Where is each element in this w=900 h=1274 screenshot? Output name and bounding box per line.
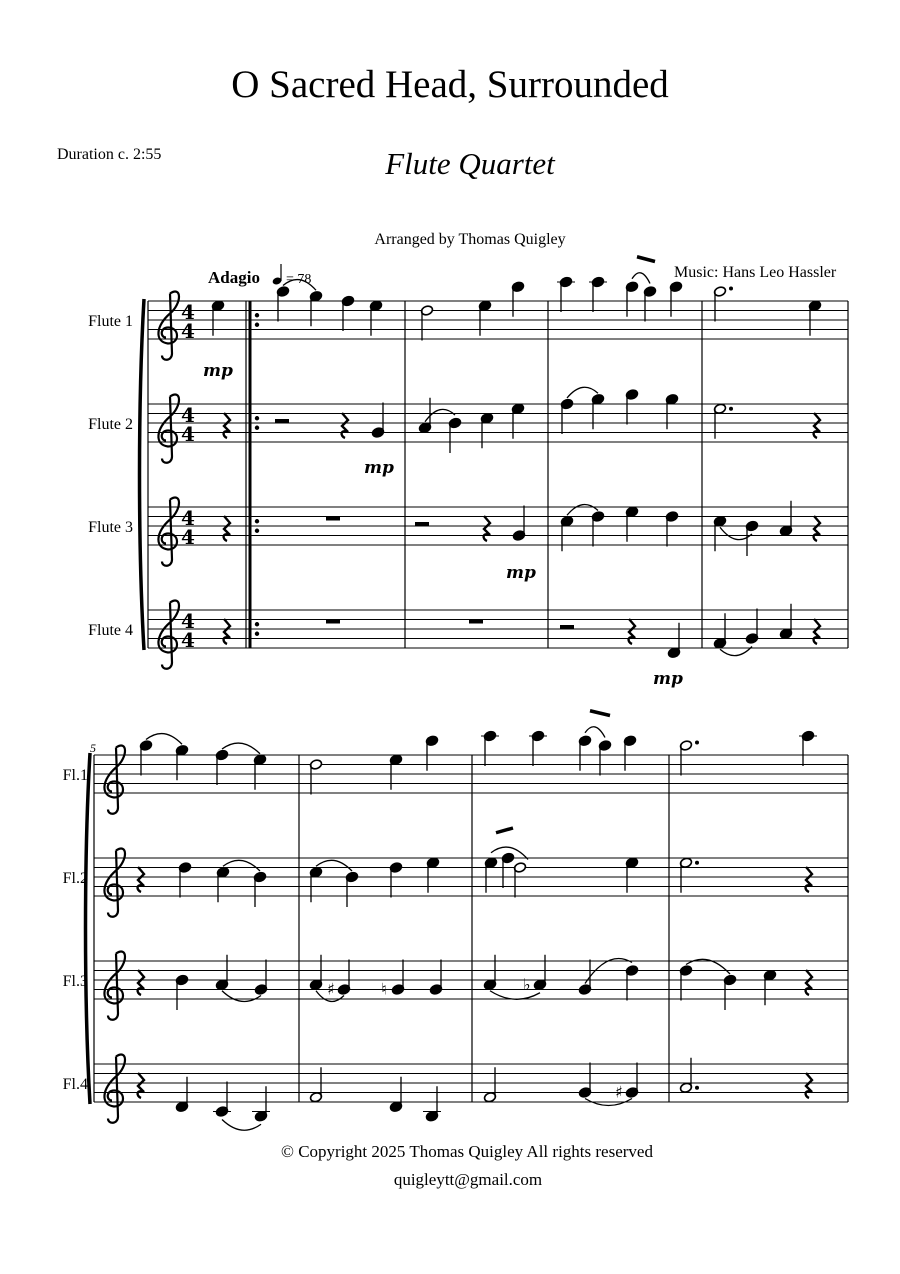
whole-rest: [469, 620, 483, 624]
tempo-word: Adagio: [208, 268, 260, 287]
time-signature-top: 4: [181, 609, 195, 633]
subtitle: Flute Quartet: [385, 146, 555, 181]
dynamic-mark: mp: [653, 669, 683, 689]
slur: [567, 387, 598, 398]
augmentation-dot: [729, 407, 733, 411]
repeat-dot: [255, 519, 259, 523]
time-signature-bottom: 4: [181, 422, 195, 446]
instrument-label: Flute 2: [88, 416, 133, 433]
repeat-dot: [255, 622, 259, 626]
time-signature-bottom: 4: [181, 628, 195, 652]
slur: [222, 1120, 261, 1131]
treble-clef: [158, 498, 179, 566]
quarter-rest: [138, 867, 144, 892]
beam: [590, 711, 610, 716]
system-bracket: [86, 753, 91, 1104]
instrument-label: Fl.2: [62, 870, 88, 887]
quarter-rest: [224, 413, 230, 438]
treble-clef: [104, 952, 125, 1020]
quarter-rest: [224, 619, 230, 644]
quarter-rest: [138, 970, 144, 995]
beam: [637, 257, 655, 262]
whole-rest: [326, 620, 340, 624]
treble-clef: [104, 849, 125, 917]
instrument-label: Flute 4: [88, 622, 133, 639]
augmentation-dot: [695, 741, 699, 745]
instrument-label: Flute 3: [88, 519, 133, 536]
half-rest: [275, 419, 289, 423]
copyright-notice: © Copyright 2025 Thomas Quigley All rights reserved: [281, 1142, 653, 1161]
augmentation-dot: [729, 287, 733, 291]
accidental: ♯: [327, 979, 335, 999]
time-signature-bottom: 4: [181, 525, 195, 549]
page-title: O Sacred Head, Surrounded: [231, 63, 669, 106]
tempo-bpm: = 78: [286, 272, 312, 287]
time-signature-top: 4: [181, 300, 195, 324]
beam: [496, 828, 513, 833]
quarter-rest: [629, 619, 635, 644]
time-signature-top: 4: [181, 506, 195, 530]
treble-clef: [104, 1055, 125, 1123]
instrument-label: Fl.1: [62, 767, 88, 784]
slur: [585, 727, 605, 738]
treble-clef: [158, 292, 179, 360]
dynamic-mark: mp: [364, 458, 394, 478]
quarter-rest: [138, 1073, 144, 1098]
measure-number: 5: [90, 741, 96, 755]
dynamic-mark: mp: [203, 361, 233, 381]
system-bracket: [140, 299, 145, 650]
repeat-dot: [255, 426, 259, 430]
instrument-label: Fl.4: [62, 1076, 88, 1093]
quarter-rest: [224, 516, 230, 541]
accidental: ♮: [381, 979, 387, 999]
duration-note: Duration c. 2:55: [57, 146, 162, 163]
slur: [567, 505, 598, 516]
quarter-rest: [806, 1073, 812, 1098]
quarter-rest: [806, 867, 812, 892]
accidental: ♭: [523, 974, 531, 994]
quarter-rest: [814, 619, 820, 644]
half-rest: [560, 625, 574, 629]
time-signature-bottom: 4: [181, 319, 195, 343]
slur: [222, 991, 261, 1002]
contact-email: quigleytt@gmail.com: [393, 1170, 543, 1189]
repeat-dot: [255, 313, 259, 317]
arranger-credit: Arranged by Thomas Quigley: [374, 231, 566, 248]
composer-credit: Music: Hans Leo Hassler: [674, 264, 837, 281]
repeat-dot: [255, 529, 259, 533]
dynamic-mark: mp: [506, 563, 536, 583]
half-rest: [415, 522, 429, 526]
repeat-dot: [255, 323, 259, 327]
instrument-label: Flute 1: [88, 313, 133, 330]
accidental: ♯: [615, 1082, 623, 1102]
treble-clef: [104, 746, 125, 814]
treble-clef: [158, 601, 179, 669]
quarter-rest: [484, 516, 490, 541]
augmentation-dot: [695, 1086, 699, 1090]
quarter-rest: [342, 413, 348, 438]
repeat-dot: [255, 632, 259, 636]
quarter-rest: [814, 516, 820, 541]
slur: [490, 991, 540, 1000]
quarter-rest: [806, 970, 812, 995]
time-signature-top: 4: [181, 403, 195, 427]
whole-rest: [326, 517, 340, 521]
augmentation-dot: [695, 861, 699, 865]
quarter-rest: [814, 413, 820, 438]
repeat-dot: [255, 416, 259, 420]
instrument-label: Fl.3: [62, 973, 88, 990]
treble-clef: [158, 395, 179, 463]
